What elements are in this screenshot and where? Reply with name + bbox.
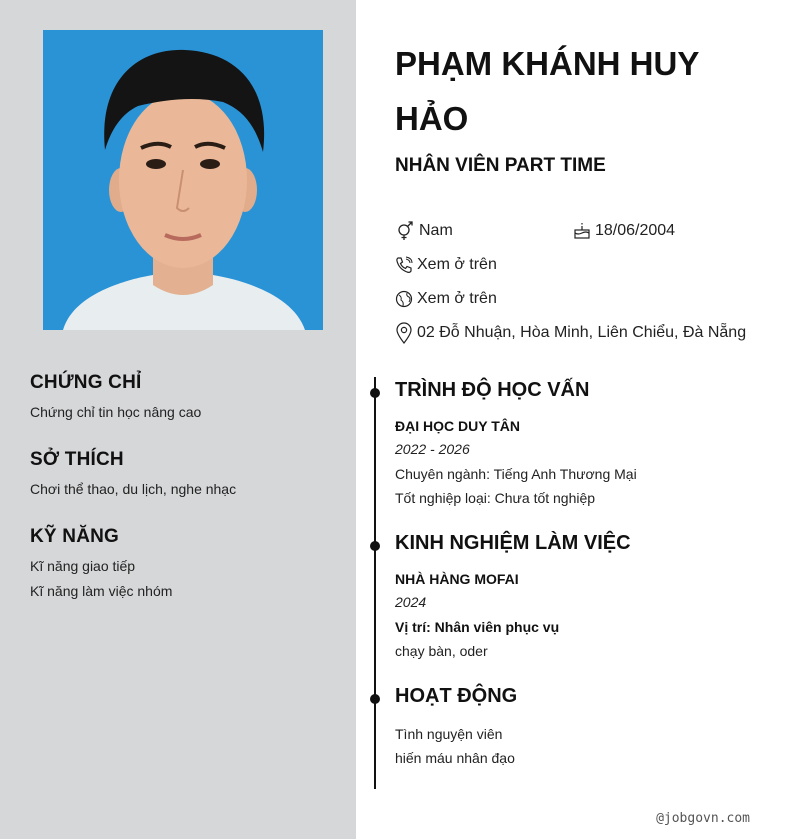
profile-photo bbox=[43, 30, 323, 330]
birthday-value: 18/06/2004 bbox=[595, 222, 676, 239]
skill-item: Kĩ năng giao tiếp bbox=[30, 558, 136, 574]
timeline-dot bbox=[370, 388, 380, 398]
education-period: 2022 - 2026 bbox=[395, 441, 470, 457]
phone-value: Xem ở trên bbox=[417, 256, 497, 273]
gender-row bbox=[395, 220, 453, 242]
activities-title: HOẠT ĐỘNG bbox=[395, 685, 518, 707]
hobbies-title: SỞ THÍCH bbox=[30, 449, 124, 470]
skills-title: KỸ NĂNG bbox=[30, 526, 120, 547]
phone-row bbox=[395, 254, 497, 276]
education-graduation: Tốt nghiệp loại: Chưa tốt nghiệp bbox=[395, 490, 596, 506]
hobbies-section bbox=[30, 449, 340, 497]
activity-item: Tình nguyện viên bbox=[395, 726, 503, 742]
gender-icon bbox=[395, 221, 415, 241]
certificates-section bbox=[30, 372, 340, 420]
website-row bbox=[395, 288, 497, 310]
skill-item: Kĩ năng làm việc nhóm bbox=[30, 583, 173, 599]
location-pin-icon bbox=[395, 322, 413, 344]
phone-icon bbox=[395, 256, 413, 274]
watermark: @jobgovn.com bbox=[656, 811, 750, 826]
skills-section bbox=[30, 526, 340, 599]
experience-title: KINH NGHIỆM LÀM VIỆC bbox=[395, 532, 631, 554]
candidate-name: PHẠM KHÁNH HUY HẢO bbox=[395, 45, 699, 137]
main-content bbox=[356, 0, 790, 839]
globe-icon bbox=[395, 290, 413, 308]
education-major: Chuyên ngành: Tiếng Anh Thương Mại bbox=[395, 466, 637, 482]
timeline-dot bbox=[370, 541, 380, 551]
education-school: ĐẠI HỌC DUY TÂN bbox=[395, 418, 520, 434]
birthday-row bbox=[573, 220, 675, 242]
website-value: Xem ở trên bbox=[417, 290, 497, 307]
certificates-title: CHỨNG CHỈ bbox=[30, 372, 142, 393]
job-title: NHÂN VIÊN PART TIME bbox=[395, 155, 606, 176]
sidebar bbox=[0, 0, 356, 839]
experience-description: chạy bàn, oder bbox=[395, 643, 488, 659]
gender-value: Nam bbox=[419, 222, 453, 239]
experience-company: NHÀ HÀNG MOFAI bbox=[395, 571, 519, 587]
cake-icon bbox=[573, 222, 591, 240]
experience-position: Vị trí: Nhân viên phục vụ bbox=[395, 619, 560, 635]
experience-year: 2024 bbox=[395, 594, 427, 610]
certificate-item: Chứng chỉ tin học nâng cao bbox=[30, 404, 202, 420]
hobby-item: Chơi thể thao, du lịch, nghe nhạc bbox=[30, 481, 237, 497]
timeline-dot bbox=[370, 694, 380, 704]
address-value: 02 Đỗ Nhuận, Hòa Minh, Liên Chiểu, Đà Nẵng bbox=[417, 324, 747, 341]
address-row bbox=[395, 322, 746, 344]
activity-item: hiến máu nhân đạo bbox=[395, 750, 515, 766]
timeline-line bbox=[374, 377, 376, 789]
education-title: TRÌNH ĐỘ HỌC VẤN bbox=[395, 379, 590, 401]
